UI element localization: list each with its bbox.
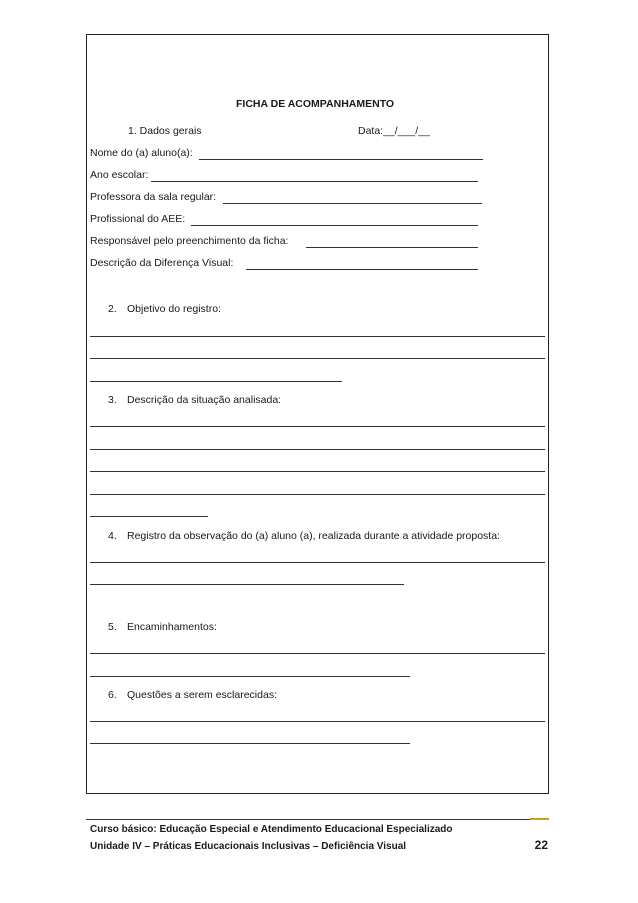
field-school-year: Ano escolar: [90,169,149,181]
answer-line[interactable] [90,743,410,744]
section-5-number: 5. [108,621,117,633]
page-number: 22 [534,838,548,852]
field-student-name: Nome do (a) aluno(a): [90,147,193,159]
section-3-number: 3. [108,394,117,406]
field-responsible: Responsável pelo preenchimento da ficha: [90,235,289,247]
field-line[interactable] [306,247,478,248]
section-5-label: Encaminhamentos: [127,621,217,633]
field-line[interactable] [191,225,478,226]
answer-line[interactable] [90,721,545,722]
answer-line[interactable] [90,358,545,359]
field-line[interactable] [246,269,478,270]
footer-accent [530,818,549,820]
answer-line[interactable] [90,676,410,677]
form-title: FICHA DE ACOMPANHAMENTO [236,98,395,110]
field-line[interactable] [151,181,478,182]
answer-line[interactable] [90,381,342,382]
section-4-label: Registro da observação do (a) aluno (a), realizada durante a atividade proposta: [127,530,500,542]
answer-line[interactable] [90,471,545,472]
footer-divider [86,819,549,820]
section-6-number: 6. [108,689,117,701]
date-field: Data:__/___/__ [358,125,430,137]
answer-line[interactable] [90,653,545,654]
answer-line[interactable] [90,449,545,450]
section-3-label: Descrição da situação analisada: [127,394,282,406]
field-aee-professional: Profissional do AEE: [90,213,186,225]
field-regular-teacher: Professora da sala regular: [90,191,217,203]
answer-line[interactable] [90,426,545,427]
answer-line[interactable] [90,584,404,585]
field-visual-difference: Descrição da Diferença Visual: [90,257,234,269]
section-2-number: 2. [108,303,117,315]
field-line[interactable] [223,203,482,204]
section-2-label: Objetivo do registro: [127,303,221,315]
answer-line[interactable] [90,516,208,517]
answer-line[interactable] [90,562,545,563]
section-6-label: Questões a serem esclarecidas: [127,689,277,701]
section-1-label: 1. Dados gerais [128,125,202,137]
section-4-number: 4. [108,530,117,542]
footer-unit: Unidade IV – Práticas Educacionais Inclusivas – Deficiência Visual [90,841,407,852]
field-line[interactable] [199,159,483,160]
answer-line[interactable] [90,336,545,337]
answer-line[interactable] [90,494,545,495]
footer-course: Curso básico: Educação Especial e Atendimento Educacional Especializado [90,824,453,835]
